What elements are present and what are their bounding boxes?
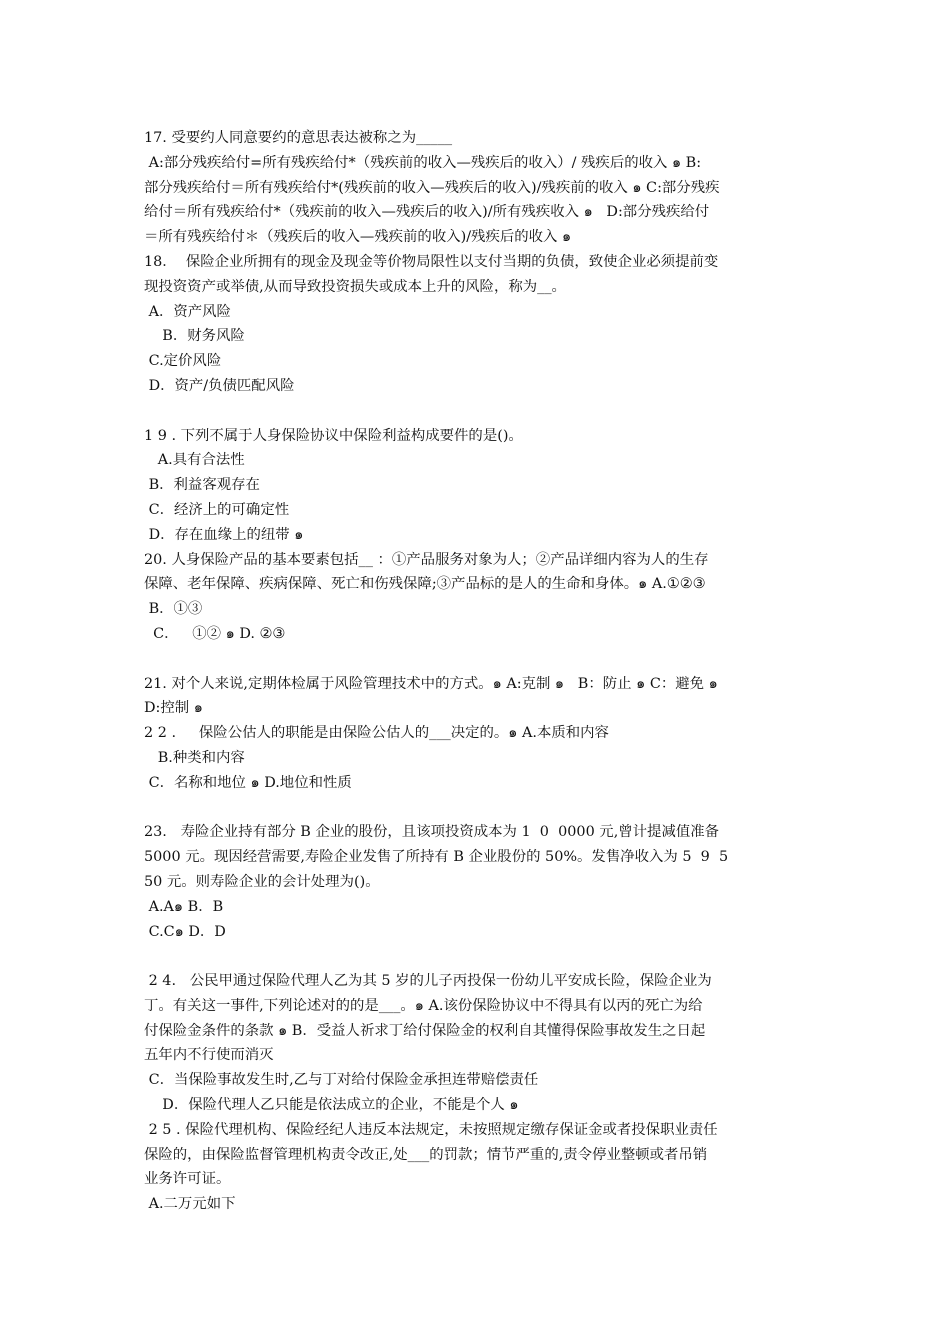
text-line: 给付＝所有残疾给付*（残疾前的收入—残疾后的收入)/所有残疾收入 ๑ D:部分残疾给付 xyxy=(144,204,710,221)
document-page xyxy=(144,126,809,1217)
text-line: 五年内不行使而消灭 xyxy=(144,1047,274,1064)
text-line: 2 4. 公民甲通过保险代理人乙为其 5 岁的儿子丙投保一份幼儿平安成长险，保险企业为 xyxy=(144,973,712,990)
text-line: 2 2 . 保险公估人的职能是由保险公估人的___决定的。๑ A.本质和内容 xyxy=(144,725,609,742)
text-line: 20. 人身保险产品的基本要素包括__ ：①产品服务对象为人；②产品详细内容为人的生存 xyxy=(144,551,709,568)
text-line: A:部分残疾给付=所有残疾给付*（残疾前的收入—残疾后的收入）/ 残疾后的收入 ๑ B: xyxy=(144,154,702,171)
text-line: 保险的，由保险监督管理机构责令改正,处___的罚款；情节严重的,责令停业整顿或者吊销 xyxy=(144,1146,708,1163)
text-line: 17. 受要约人同意要约的意思表达被称之为_____ xyxy=(144,130,453,146)
text-line: 50 元。则寿险企业的会计处理为()。 xyxy=(144,873,380,890)
text-line: 2 5 . 保险代理机构、保险经纪人违反本法规定，未按照规定缴存保证金或者投保职业责任 xyxy=(144,1121,718,1138)
text-line: D:控制 ๑ xyxy=(144,700,203,717)
text-line: A.二万元如下 xyxy=(144,1196,236,1213)
text-line: 业务许可证。 xyxy=(144,1171,231,1188)
text-line: D．资产/负债匹配风险 xyxy=(144,377,295,394)
text-line: ＝所有残疾给付＊（残疾后的收入—残疾前的收入)/残疾后的收入 ๑ xyxy=(144,229,572,246)
text-line: B.种类和内容 xyxy=(144,749,245,766)
blank-line xyxy=(144,796,809,821)
blank-line xyxy=(144,399,809,424)
text-line: 5000 元。现因经营需要,寿险企业发售了所持有 B 企业股份的 50%。发售净收入为 5 9 5 xyxy=(144,849,729,866)
text-line: C．经济上的可确定性 xyxy=(144,501,290,518)
text-line: 21. 对个人来说,定期体检属于风险管理技术中的方式。๑ A:克制 ๑ B：防止 ๑ C：避免 ๑ xyxy=(144,675,718,692)
text-line: 1 9 . 下列不属于人身保险协议中保险利益构成要件的是()。 xyxy=(144,427,523,444)
text-line: A.具有合法性 xyxy=(144,452,245,469)
text-line: 付保险金条件的条款 ๑ B．受益人祈求丁给付保险金的权利自其懂得保险事故发生之日起 xyxy=(144,1022,706,1039)
text-line: 部分残疾给付＝所有残疾给付*(残疾前的收入—残疾后的收入)/残疾前的收入 ๑ C:部分残疾 xyxy=(144,179,720,196)
text-line: A．资产风险 xyxy=(144,303,231,320)
blank-line xyxy=(144,647,809,672)
text-line: C.C๑ D．D xyxy=(144,923,226,940)
text-line: A.A๑ B．B xyxy=(144,898,224,915)
text-line: 保障、老年保障、疾病保障、死亡和伤残保障;③产品标的是人的生命和身体。๑ A.①②③ xyxy=(144,576,706,593)
text-line: C.定价风险 xyxy=(144,353,222,370)
text-line: B．财务风险 xyxy=(144,328,245,345)
text-line: D．保险代理人乙只能是依法成立的企业，不能是个人 ๑ xyxy=(144,1097,519,1114)
text-line: 23. 寿险企业持有部分 B 企业的股份，且该项投资成本为 1 0 0000 元,曾计提减值准备 xyxy=(144,824,720,841)
text-line: 丁。有关这一事件,下列论述对的的是___。๑ A.该份保险协议中不得具有以丙的死亡为给 xyxy=(144,997,703,1014)
blank-line xyxy=(144,944,809,969)
text-line: C．当保险事故发生时,乙与丁对给付保险金承担连带赔偿责任 xyxy=(144,1072,539,1089)
text-line: B．利益客观存在 xyxy=(144,477,260,494)
text-line: 18． 保险企业所拥有的现金及现金等价物局限性以支付当期的负债，致使企业必须提前变 xyxy=(144,253,719,270)
text-line: 现投资资产或举债,从而导致投资损失或成本上升的风险，称为__。 xyxy=(144,278,566,295)
text-line: C．名称和地位 ๑ D.地位和性质 xyxy=(144,774,352,791)
text-line: D．存在血缘上的纽带 ๑ xyxy=(144,526,304,543)
text-line: C． ①② ๑ D. ②③ xyxy=(144,625,286,642)
text-line: B．①③ xyxy=(144,601,203,618)
